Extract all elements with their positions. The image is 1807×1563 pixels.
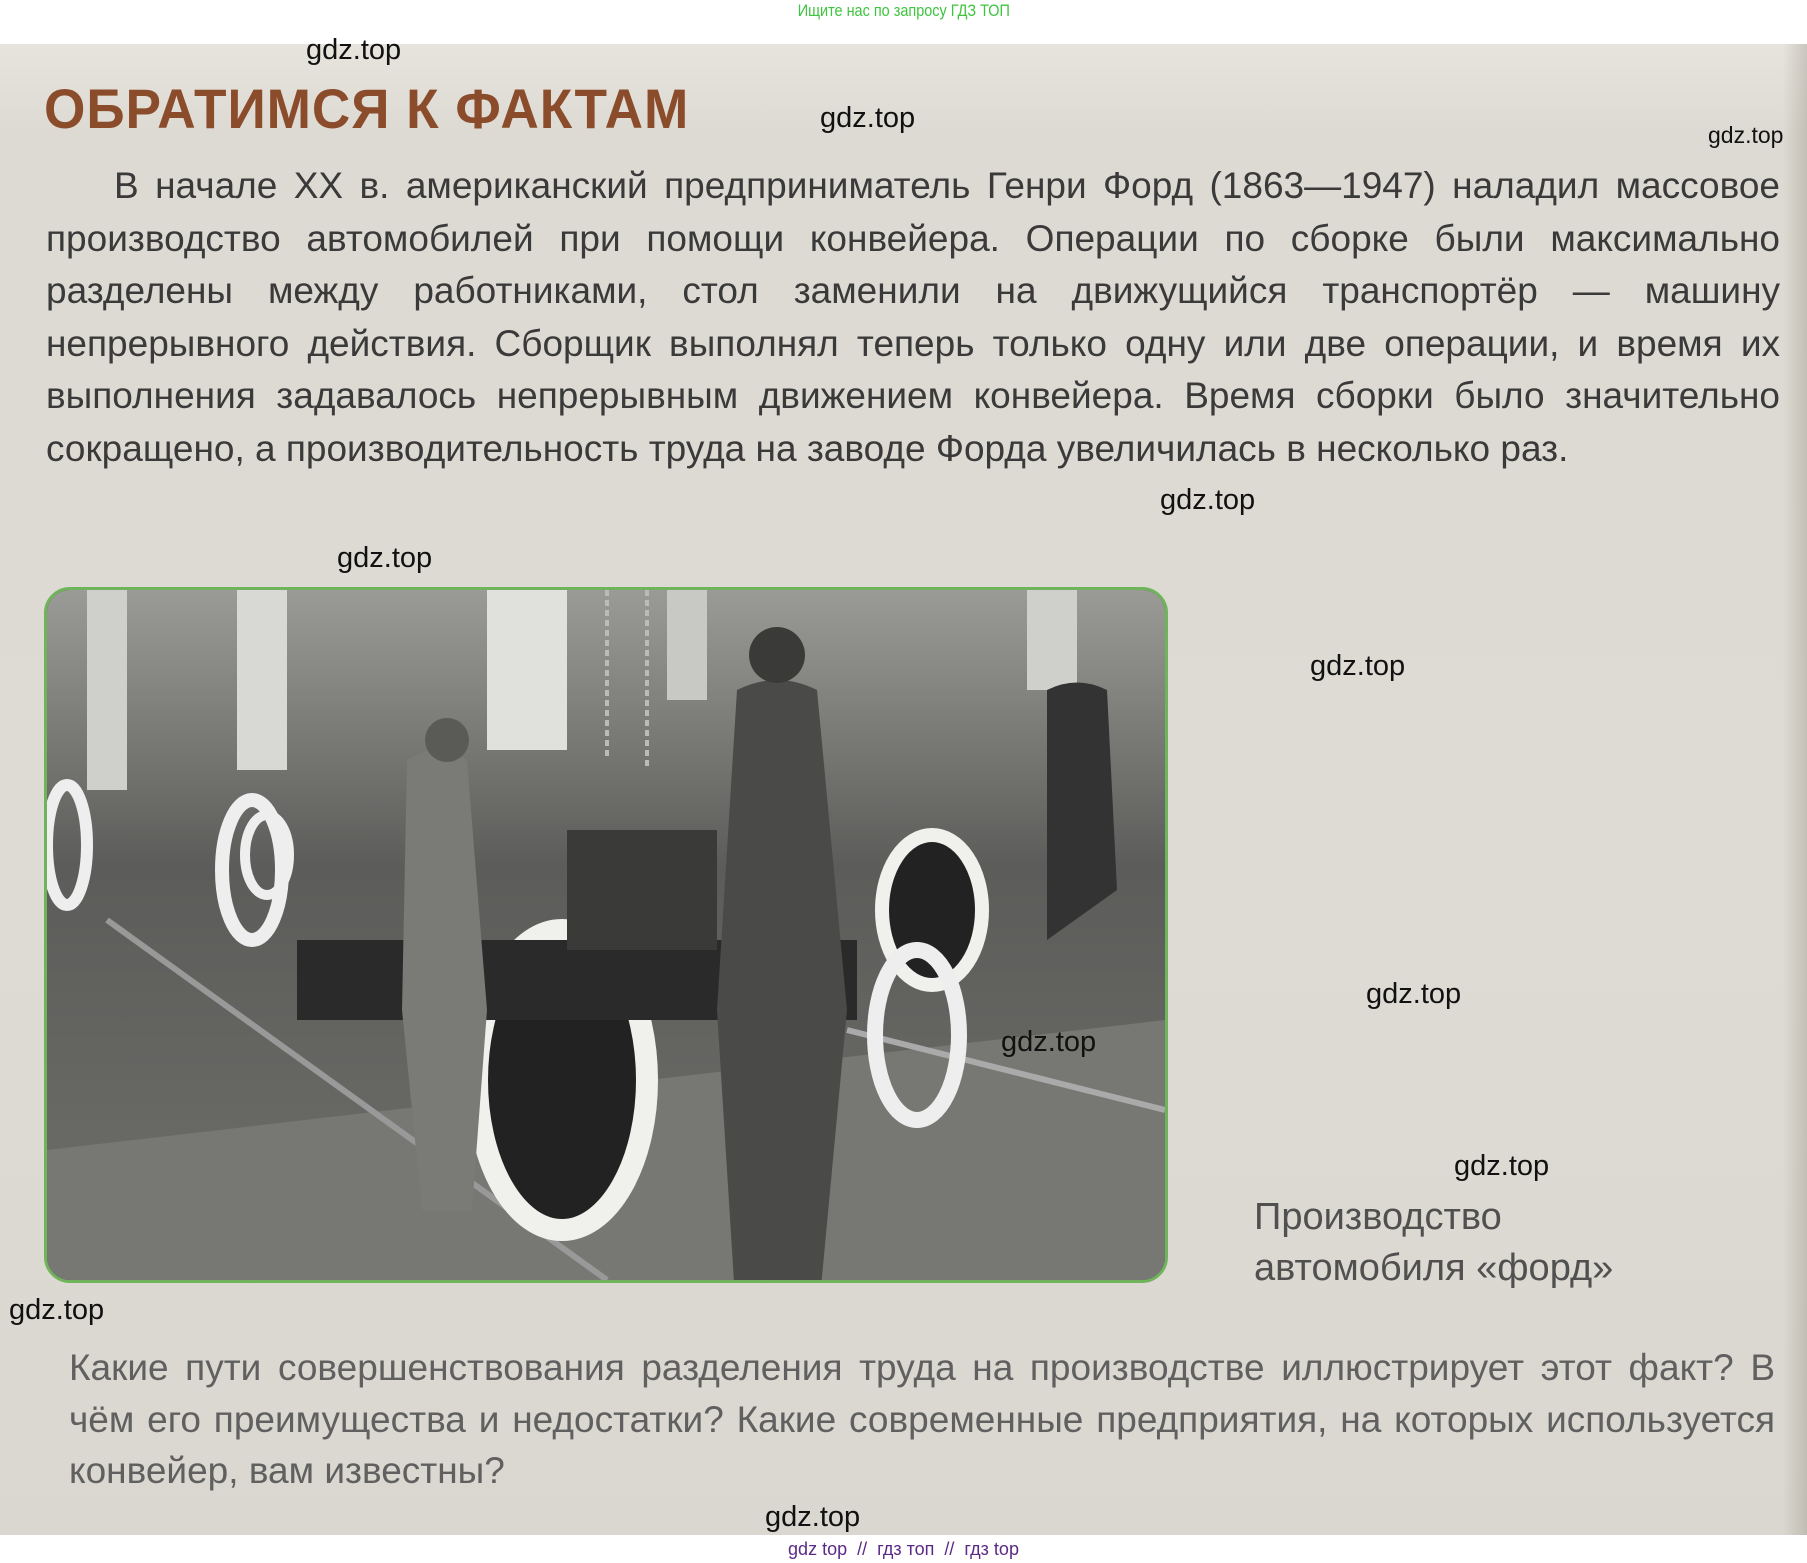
photo-caption-line2: автомобиля «форд»	[1254, 1247, 1614, 1289]
top-banner-text: Ищите нас по запросу ГДЗ ТОП	[797, 1, 1010, 20]
bottom-banner-text: gdz top // гдз топ // гдз top	[788, 1539, 1019, 1559]
assembly-line-photo	[44, 587, 1168, 1283]
question-paragraph: Какие пути совершенствования разделения труда на производстве иллюстрирует этот факт? В чём его преимущества и недостатки? Какие современные предприятия, на которых используется конвейер, вам известны?	[69, 1347, 1775, 1491]
watermark: gdz.top	[820, 102, 916, 134]
photo-caption	[1254, 1192, 1613, 1294]
body-paragraph: В начале XX в. американский предприниматель Генри Форд (1863—1947) наладил массовое производство автомобилей при помощи конвейера. Операции по сборке были максимально разделены между работниками, стол заменили на движущийся транспортёр — машину непрерывного действия. Сборщик выполнял теперь только одну или две операции, и время их выполнения задавалось непрерывным движением конвейера. Время сборки было значительно сокращено, а производительность труда на заводе Форда увеличилась в несколько раз.	[46, 165, 1780, 469]
watermark: gdz.top	[9, 1294, 105, 1326]
watermark: gdz.top	[1454, 1150, 1550, 1182]
watermark: gdz.top	[1708, 122, 1784, 148]
watermark: gdz.top	[306, 34, 402, 66]
watermark: gdz.top	[765, 1501, 861, 1533]
watermark: gdz.top	[1366, 978, 1462, 1010]
bottom-banner	[0, 1535, 1807, 1563]
photo-caption-line1: Производство	[1254, 1196, 1502, 1238]
section-title: ОБРАТИМСЯ К ФАКТАМ	[44, 77, 690, 140]
watermark: gdz.top	[337, 542, 433, 574]
watermark: gdz.top	[1310, 650, 1406, 682]
top-banner	[0, 0, 1807, 44]
watermark: gdz.top	[1001, 1026, 1097, 1058]
watermark: gdz.top	[1160, 484, 1256, 516]
photo-illustration	[47, 590, 1165, 1280]
